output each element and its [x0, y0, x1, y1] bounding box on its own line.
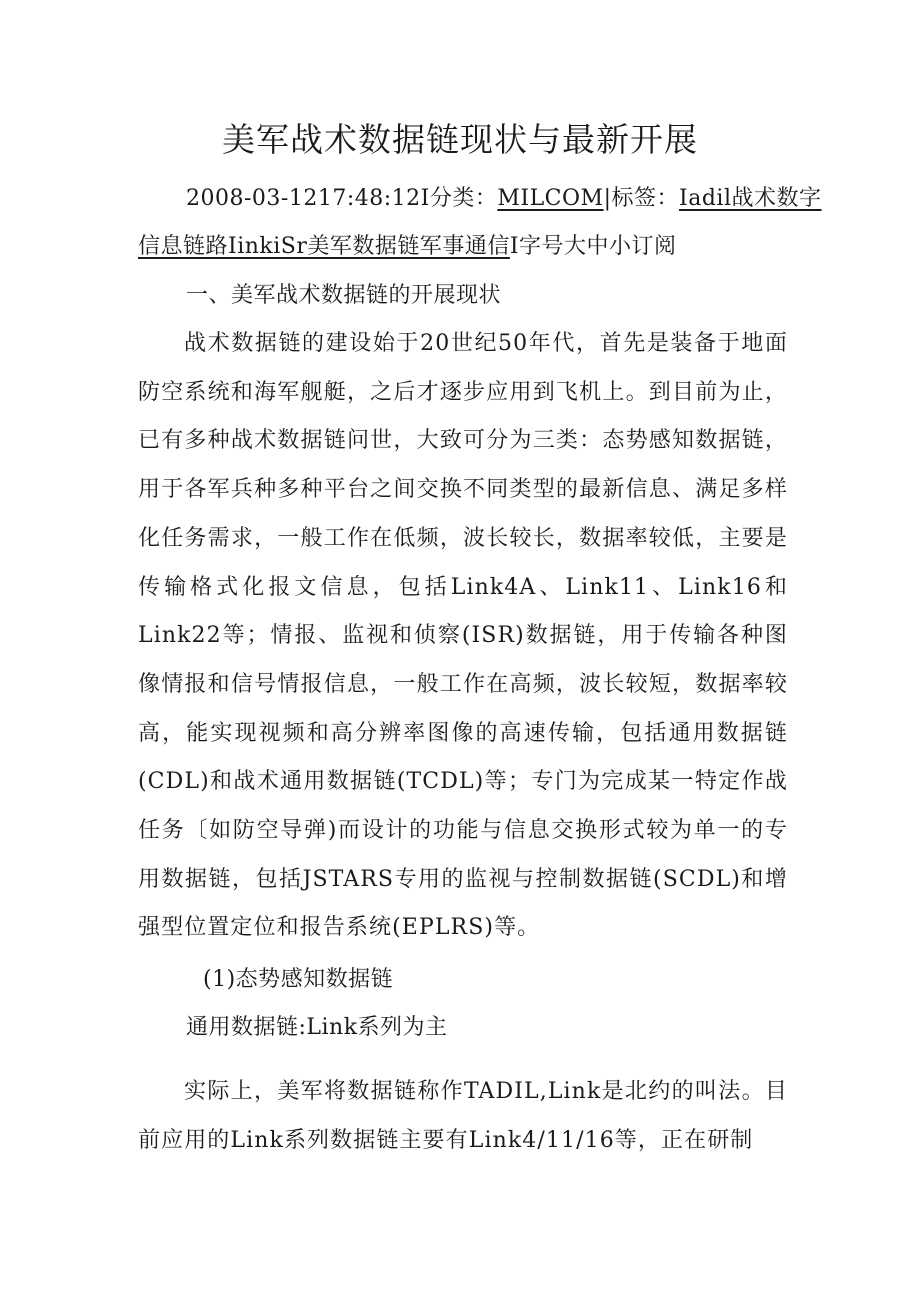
tags-label: 标签： [611, 186, 680, 211]
tags-link-part2[interactable]: 信息链路IinkiSr美军数据链军事通信 [138, 234, 510, 259]
subheading-link-series: 通用数据链:Link系列为主 [186, 1015, 448, 1040]
category-link[interactable]: MILCOM [497, 186, 604, 211]
meta-line-1 [186, 184, 822, 214]
post-datetime: 2008-03-1217:48:12I [186, 186, 430, 211]
paragraph-link-intro: 实际上，美军将数据链称作TADIL,Link是北约的叫法。目前应用的Link系列数据链主要有Link4/11/16等，正在研制 [138, 1079, 788, 1153]
subheading-situational-awareness: (1)态势感知数据链 [203, 967, 394, 992]
meta-separator: | [603, 186, 612, 211]
tags-link-part1[interactable]: Iadil战术数字 [679, 186, 822, 211]
category-label: 分类： [429, 186, 498, 211]
meta-line-2 [138, 232, 677, 262]
paragraph-status: 战术数据链的建设始于20世纪50年代，首先是装备于地面防空系统和海军舰艇，之后才逐步应用到飞机上。到目前为止，已有多种战术数据链问世，大致可分为三类：态势感知数据链，用于各军兵种多种平台之间交换不同类型的最新信息、满足多样化任务需求，一般工作在低频，波长较长，数据率较低，主要是传输格式化报文信息，包括Link4A、Link11、Link16和Link22等；情报、监视和侦察(ISR)数据链，用于传输各种图像情报和信号情报信息，一般工作在高频，波长较短，数据率较高，能实现视频和高分辨率图像的高速传输，包括通用数据链(CDL)和战术通用数据链(TCDL)等；专门为完成某一特定作战任务〔如防空导弹)而设计的功能与信息交换形式较为单一的专用数据链，包括JSTARS专用的监视与控制数据链(SCDL)和增强型位置定位和报告系统(EPLRS)等。 [138, 331, 788, 941]
section-heading: 一、美军战术数据链的开展现状 [186, 283, 502, 308]
font-size-subscribe-text: I字号大中小订阅 [509, 234, 677, 259]
document-title: 美军战术数据链现状与最新开展 [222, 120, 698, 159]
